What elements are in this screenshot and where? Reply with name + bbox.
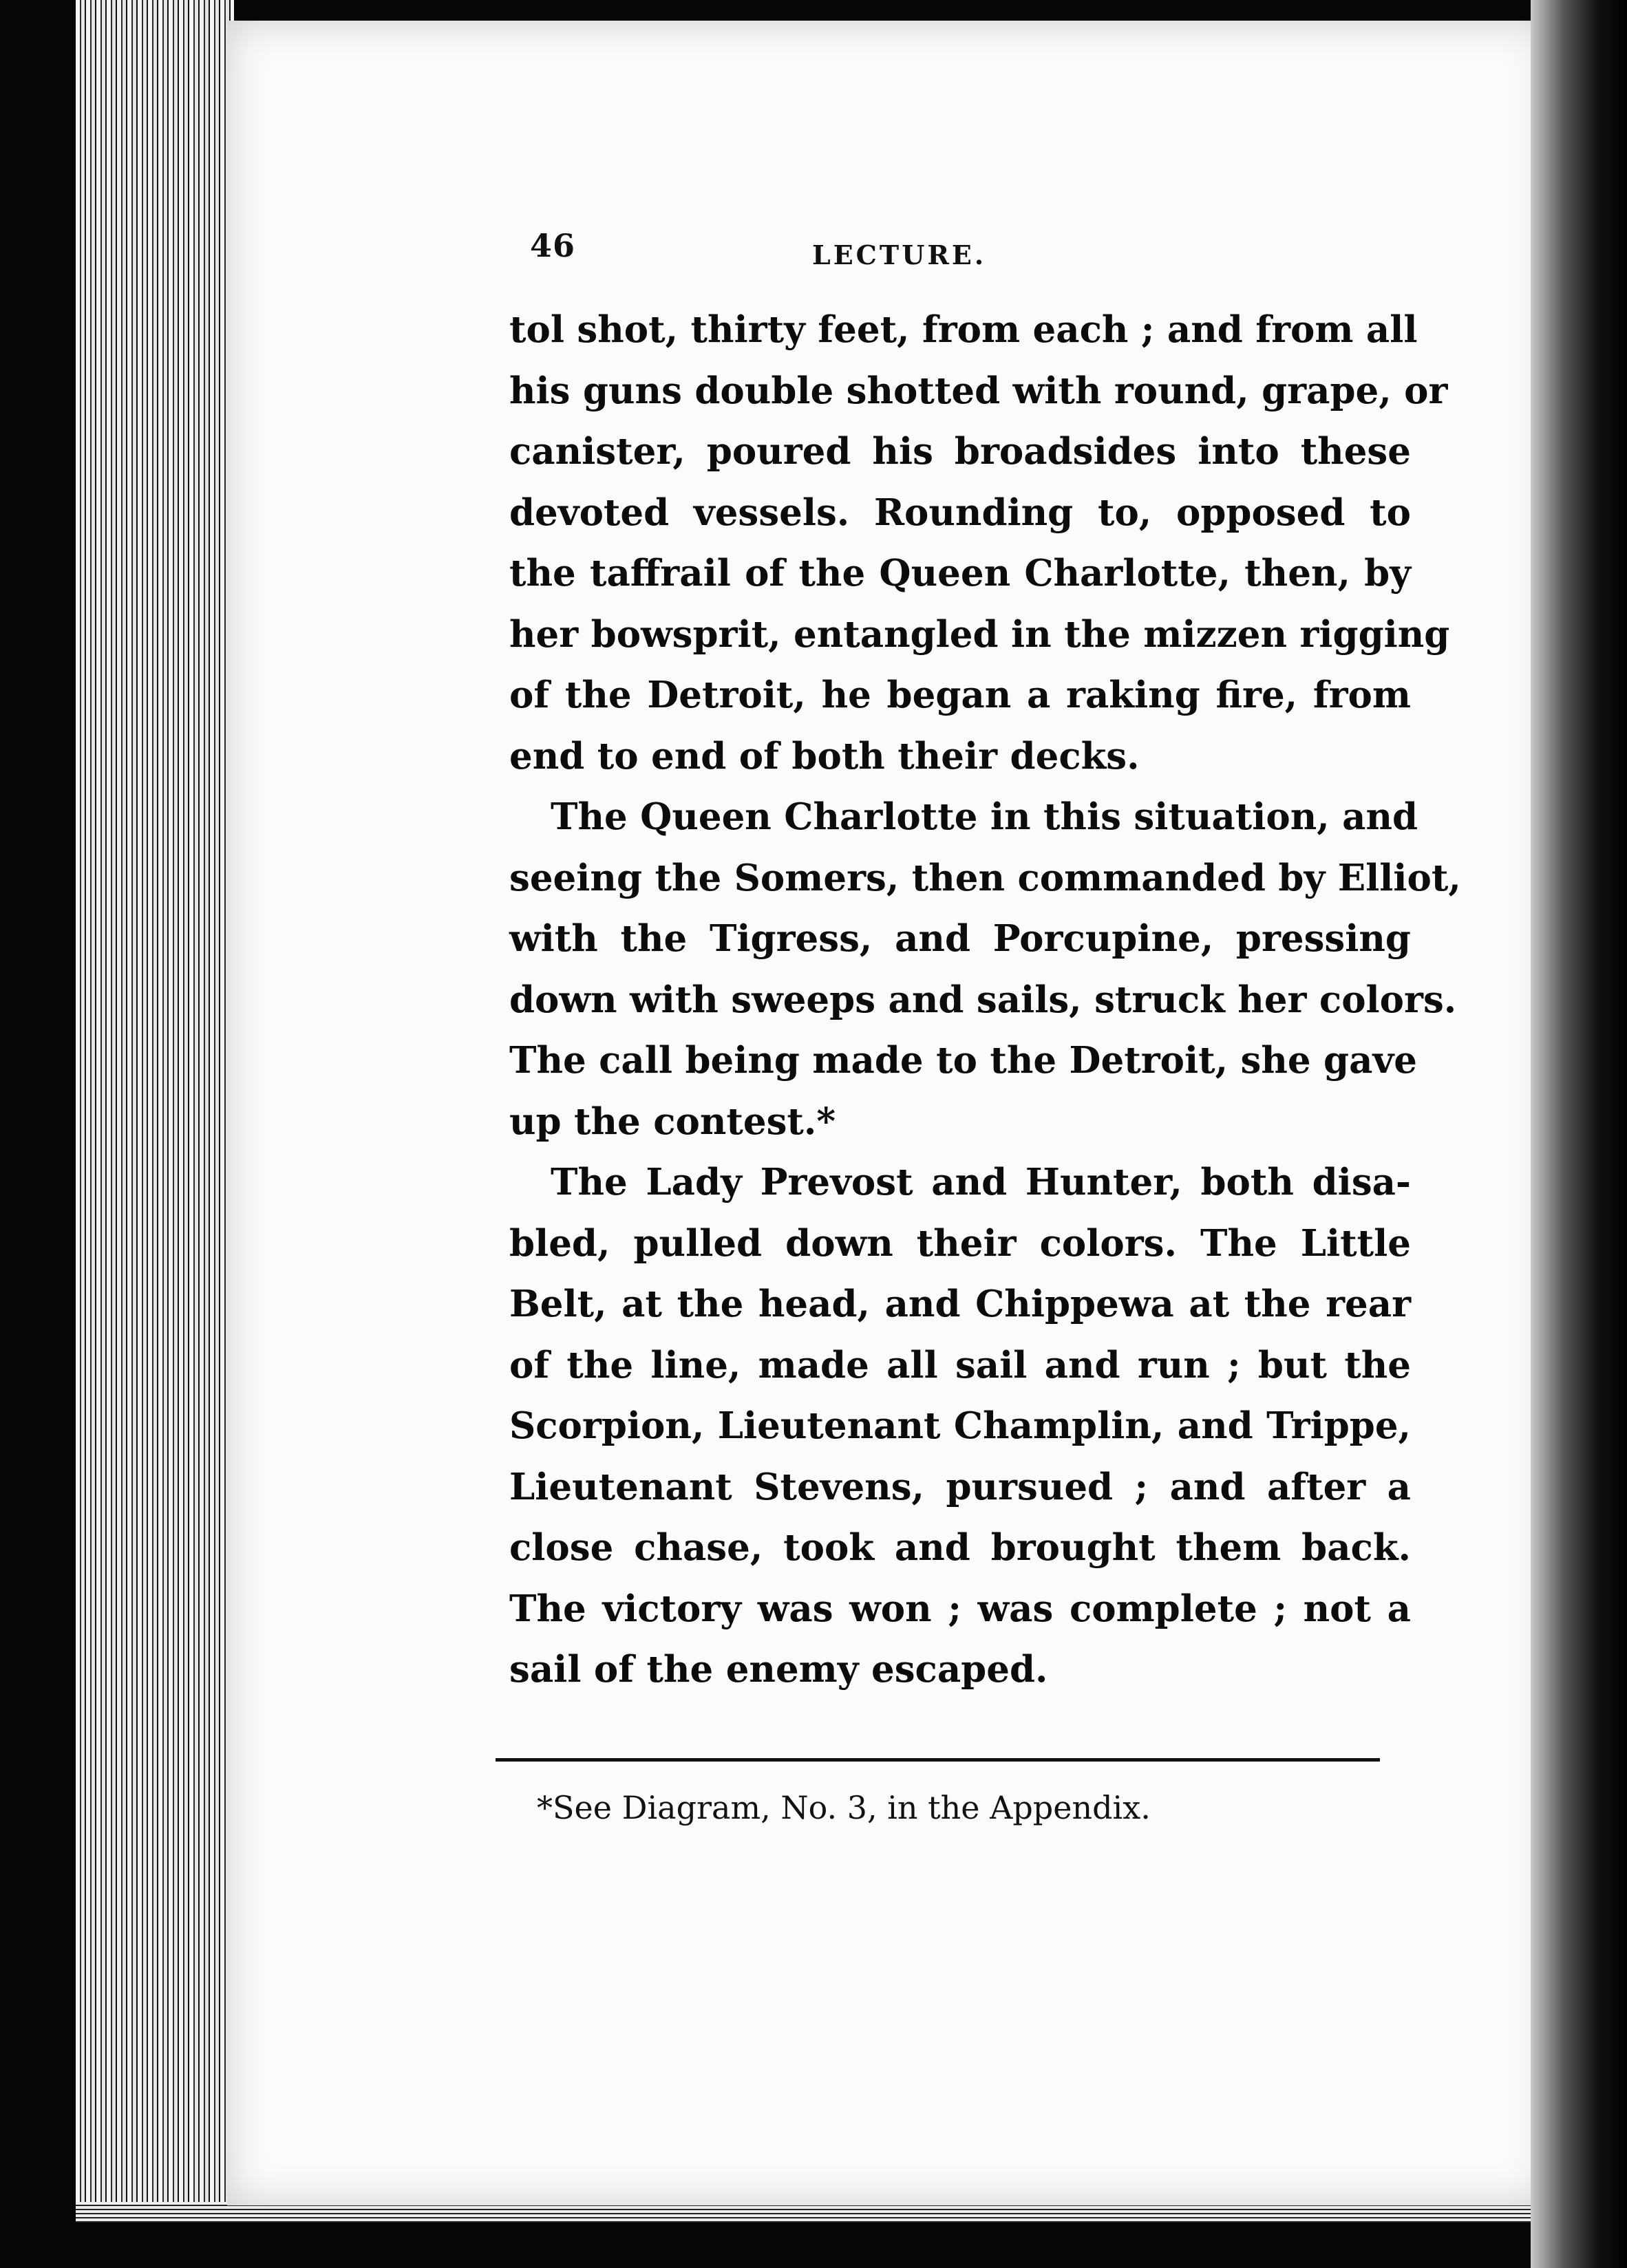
text-line: down with sweeps and sails, struck her colors. bbox=[509, 978, 1457, 1021]
text-line: devoted vessels. Rounding to, opposed to bbox=[509, 491, 1411, 534]
text-line: of the Detroit, he began a raking fire, from bbox=[509, 674, 1411, 716]
running-title: LECTURE. bbox=[812, 239, 987, 270]
text-line: sail of the enemy escaped. bbox=[509, 1648, 1048, 1691]
text-line: Lieutenant Stevens, pursued ; and after a bbox=[509, 1465, 1411, 1508]
text-line: The victory was won ; was complete ; not a bbox=[509, 1587, 1411, 1630]
body-text bbox=[509, 299, 1461, 1700]
text-line: with the Tigress, and Porcupine, pressing bbox=[509, 917, 1411, 960]
book-page-edges bbox=[76, 0, 234, 2209]
text-line: The call being made to the Detroit, she gave bbox=[509, 1039, 1417, 1082]
text-line: The Lady Prevost and Hunter, both disa- bbox=[551, 1161, 1411, 1203]
text-line: end to end of both their decks. bbox=[509, 734, 1140, 778]
text-line: of the line, made all sail and run ; but the bbox=[509, 1343, 1411, 1387]
text-line: tol shot, thirty feet, from each ; and from all bbox=[509, 308, 1418, 351]
text-line: bled, pulled down their colors. The Little bbox=[509, 1221, 1411, 1265]
text-line: up the contest.* bbox=[509, 1100, 836, 1143]
text-line: close chase, took and brought them back. bbox=[509, 1526, 1411, 1569]
text-line: The Queen Charlotte in this situation, and bbox=[551, 795, 1418, 838]
text-line: canister, poured his broadsides into these bbox=[509, 430, 1411, 473]
text-line: seeing the Somers, then commanded by Elliot, bbox=[509, 856, 1461, 899]
paragraph bbox=[509, 1152, 1411, 1700]
paragraph bbox=[509, 299, 1450, 787]
footnote-rule bbox=[496, 1758, 1380, 1762]
page-number: 46 bbox=[530, 227, 576, 264]
running-head bbox=[530, 227, 1425, 282]
gutter-shadow bbox=[1531, 0, 1627, 2268]
text-line: Belt, at the head, and Chippewa at the rear bbox=[509, 1283, 1411, 1325]
footnote: *See Diagram, No. 3, in the Appendix. bbox=[537, 1789, 1151, 1826]
paragraph bbox=[509, 787, 1461, 1152]
text-line: his guns double shotted with round, grape, or bbox=[509, 369, 1448, 412]
text-line: the taffrail of the Queen Charlotte, then, by bbox=[509, 552, 1411, 595]
text-line: her bowsprit, entangled in the mizzen rigging bbox=[509, 612, 1450, 656]
text-line: Scorpion, Lieutenant Champlin, and Trippe, bbox=[509, 1404, 1411, 1447]
